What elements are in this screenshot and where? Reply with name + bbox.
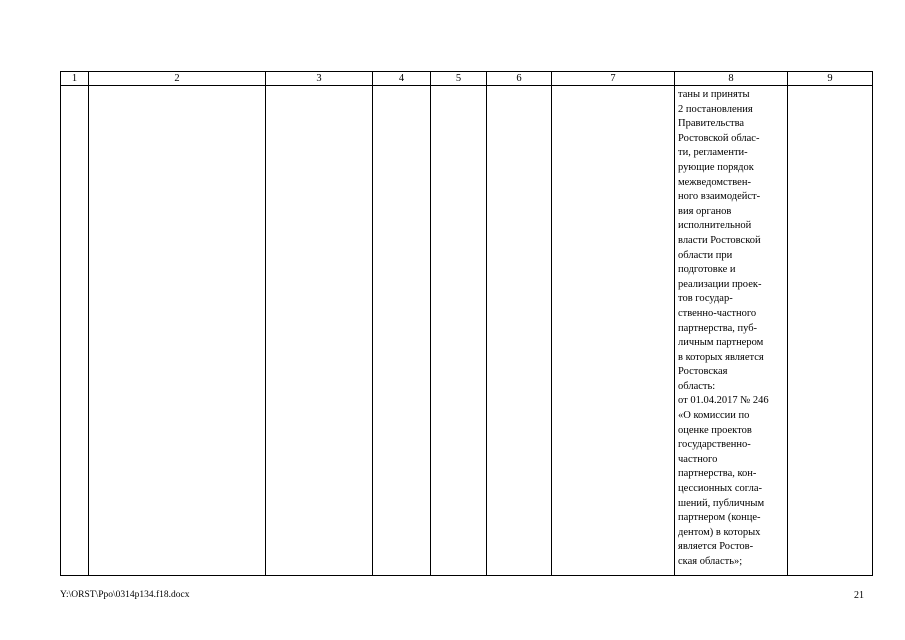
cell-text-line: государственно- (678, 439, 751, 451)
cell-text-line: таны и приняты (678, 89, 750, 100)
cell-text-line: Правительства (678, 118, 745, 130)
cell-col-8-text (675, 86, 788, 576)
cell-col-6 (487, 86, 552, 576)
cell-text-line: партнерства, пуб- (678, 322, 758, 334)
header-cell-3: 3 (266, 72, 373, 86)
cell-text-line: является Ростов- (678, 541, 754, 553)
cell-text-line: оценке проектов (678, 424, 752, 436)
page-number: 21 (854, 590, 864, 601)
cell-col-7 (552, 86, 675, 576)
cell-text-line: власти Ростовской (678, 234, 761, 246)
header-cell-8: 8 (675, 72, 788, 86)
header-cell-1: 1 (61, 72, 89, 86)
cell-text-line: исполнительной (678, 220, 752, 232)
cell-text-line: от 01.04.2017 № 246 (678, 395, 769, 407)
cell-text-line: цессионных согла- (678, 483, 762, 495)
cell-text-line: партнером (конце- (678, 512, 761, 524)
cell-text-line: рующие порядок (678, 161, 754, 173)
cell-text-line: партнерства, кон- (678, 468, 757, 480)
cell-col-3 (266, 86, 373, 576)
cell-text-line: ственно-частного (678, 307, 757, 319)
header-cell-7: 7 (552, 72, 675, 86)
cell-text-line: ти, регламенти- (678, 147, 748, 159)
cell-text-line: вия органов (678, 205, 732, 217)
header-cell-5: 5 (431, 72, 487, 86)
cell-text-line: область: (678, 380, 716, 392)
header-cell-6: 6 (487, 72, 552, 86)
footer-file-path: Y:\ORST\Ppo\0314p134.f18.docx (60, 590, 190, 600)
cell-col-4 (373, 86, 431, 576)
cell-text-line: Ростовской облас- (678, 132, 760, 144)
table-row (61, 86, 873, 576)
header-cell-2: 2 (89, 72, 266, 86)
cell-text-line: «О комиссии по (678, 410, 750, 422)
cell-col-2 (89, 86, 266, 576)
cell-text-line: ская область»; (678, 556, 743, 567)
header-cell-9: 9 (788, 72, 873, 86)
cell-text-line: частного (678, 453, 718, 465)
header-cell-4: 4 (373, 72, 431, 86)
cell-text-line: шений, публичным (678, 497, 765, 509)
cell-text-line: Ростовская (678, 366, 728, 378)
cell-text-line: реализации проек- (678, 278, 762, 290)
cell-text-line: подготовке и (678, 264, 736, 276)
cell-text-line: дентом) в которых (678, 526, 761, 538)
cell-text-line: личным партнером (678, 337, 764, 349)
cell-text-line: 2 постановления (678, 103, 753, 115)
cell-text-line: в которых является (678, 351, 764, 363)
cell-text-line: тов государ- (678, 293, 733, 305)
cell-col-5 (431, 86, 487, 576)
cell-text-line: области при (678, 249, 733, 261)
table-header-row (61, 72, 873, 86)
cell-col-9 (788, 86, 873, 576)
cell-text-line: ного взаимодейст- (678, 191, 761, 203)
cell-text-line: межведомствен- (678, 176, 751, 188)
cell-col-1 (61, 86, 89, 576)
document-table (60, 71, 873, 576)
